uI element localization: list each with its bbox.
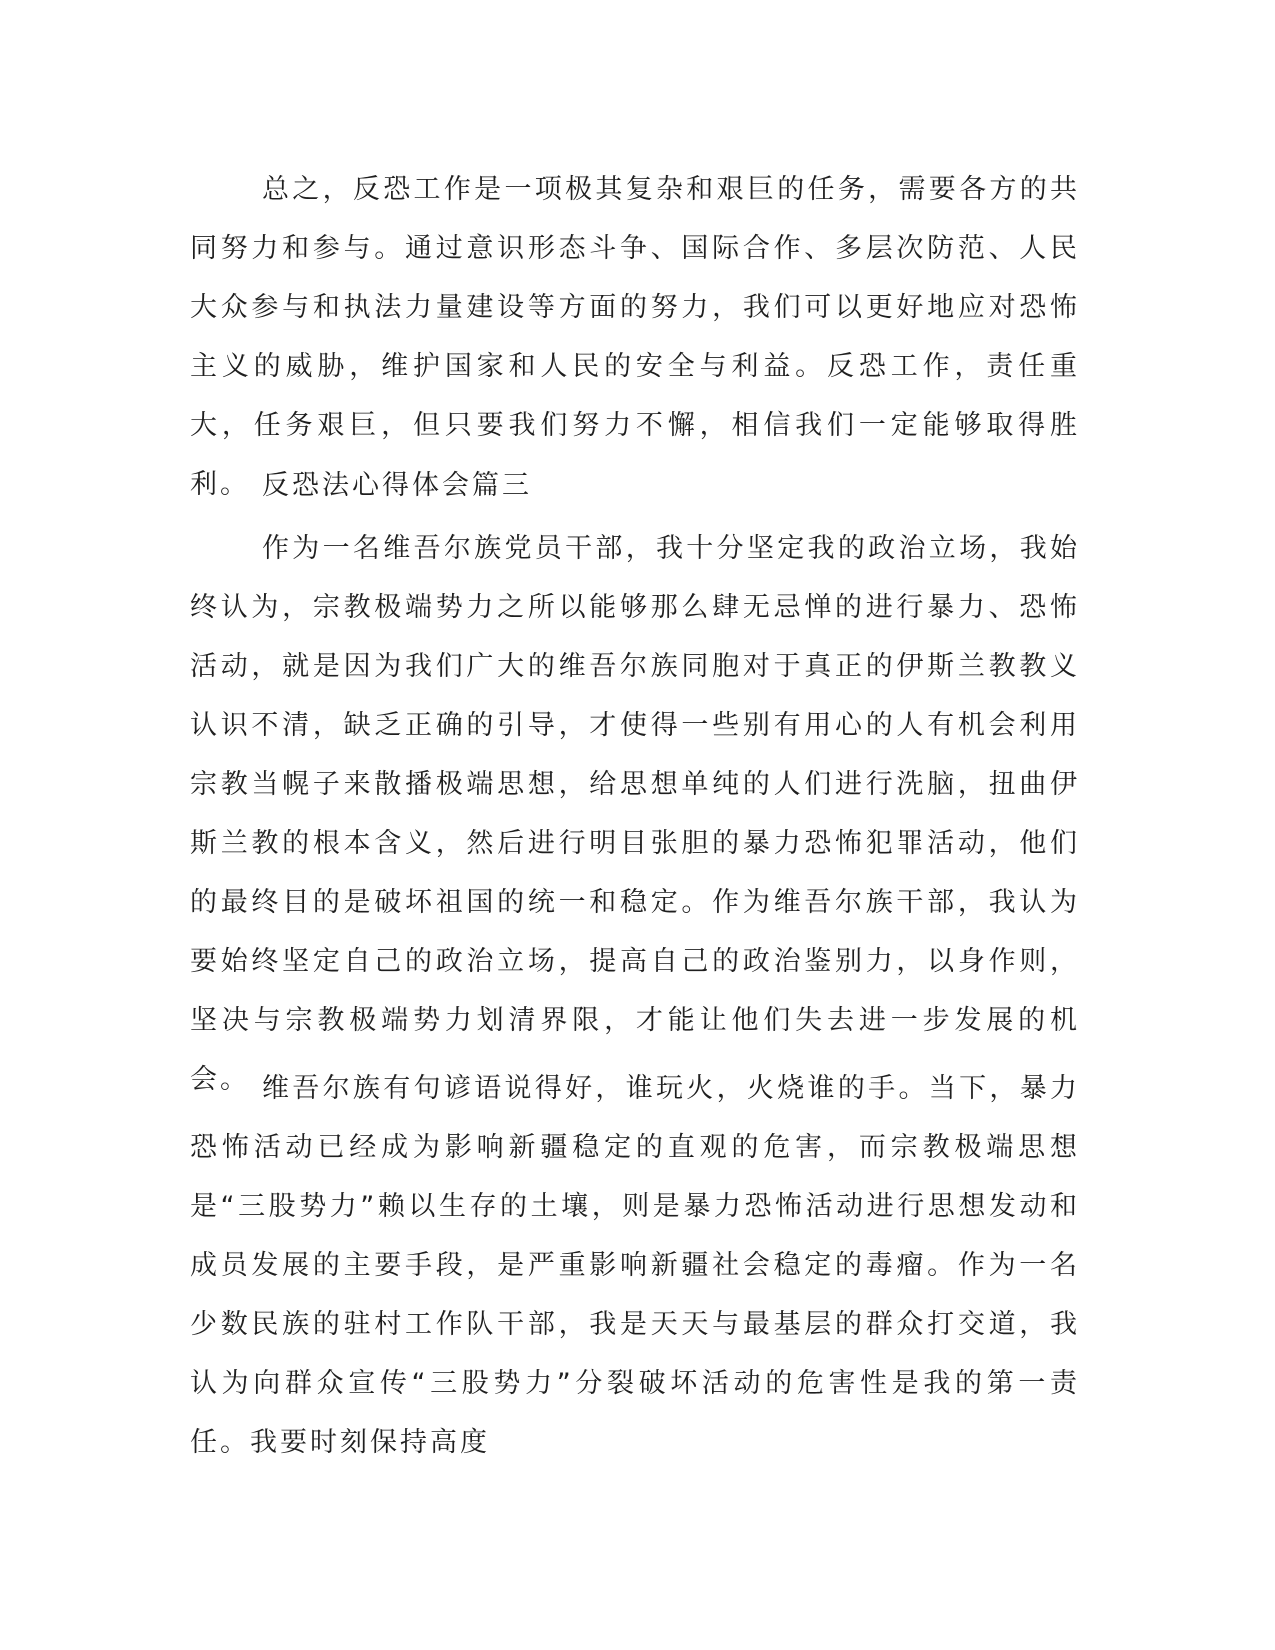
- paragraph-political-stance: 作为一名维吾尔族党员干部，我十分坚定我的政治立场，我始终认为，宗教极端势力之所以能够那么肆无忌惮的进行暴力、恐怖活动，就是因为我们广大的维吾尔族同胞对于真正的伊斯兰教教义认识不清，缺乏正确的引导，才使得一些别有用心的人有机会利用宗教当幌子来散播极端思想，给思想单纯的人们进行洗脑，扭曲伊斯兰教的根本含义，然后进行明目张胆的暴力恐怖犯罪活动，他们的最终目的是破坏祖国的统一和稳定。作为维吾尔族干部，我认为要始终坚定自己的政治立场，提高自己的政治鉴别力，以身作则，坚决与宗教极端势力划清界限，才能让他们失去进一步发展的机会。: [190, 533, 1080, 1095]
- section-heading: 反恐法心得体会篇三: [262, 470, 532, 501]
- paragraph-proverb: 维吾尔族有句谚语说得好，谁玩火，火烧谁的手。当下，暴力恐怖活动已经成为影响新疆稳定的直观的危害，而宗教极端思想是“三股势力”赖以生存的土壤，则是暴力恐怖活动进行思想发动和成员发展的主要手段，是严重影响新疆社会稳定的毒瘤。作为一名少数民族的驻村工作队干部，我是天天与最基层的群众打交道，我认为向群众宣传“三股势力”分裂破坏活动的危害性是我的第一责任。我要时刻保持高度: [190, 1073, 1080, 1458]
- paragraph-conclusion: 总之，反恐工作是一项极其复杂和艰巨的任务，需要各方的共同努力和参与。通过意识形态斗争、国际合作、多层次防范、人民大众参与和执法力量建设等方面的努力，我们可以更好地应对恐怖主义的威胁，维护国家和人民的安全与利益。反恐工作，责任重大，任务艰巨，但只要我们努力不懈，相信我们一定能够取得胜利。: [190, 174, 1080, 500]
